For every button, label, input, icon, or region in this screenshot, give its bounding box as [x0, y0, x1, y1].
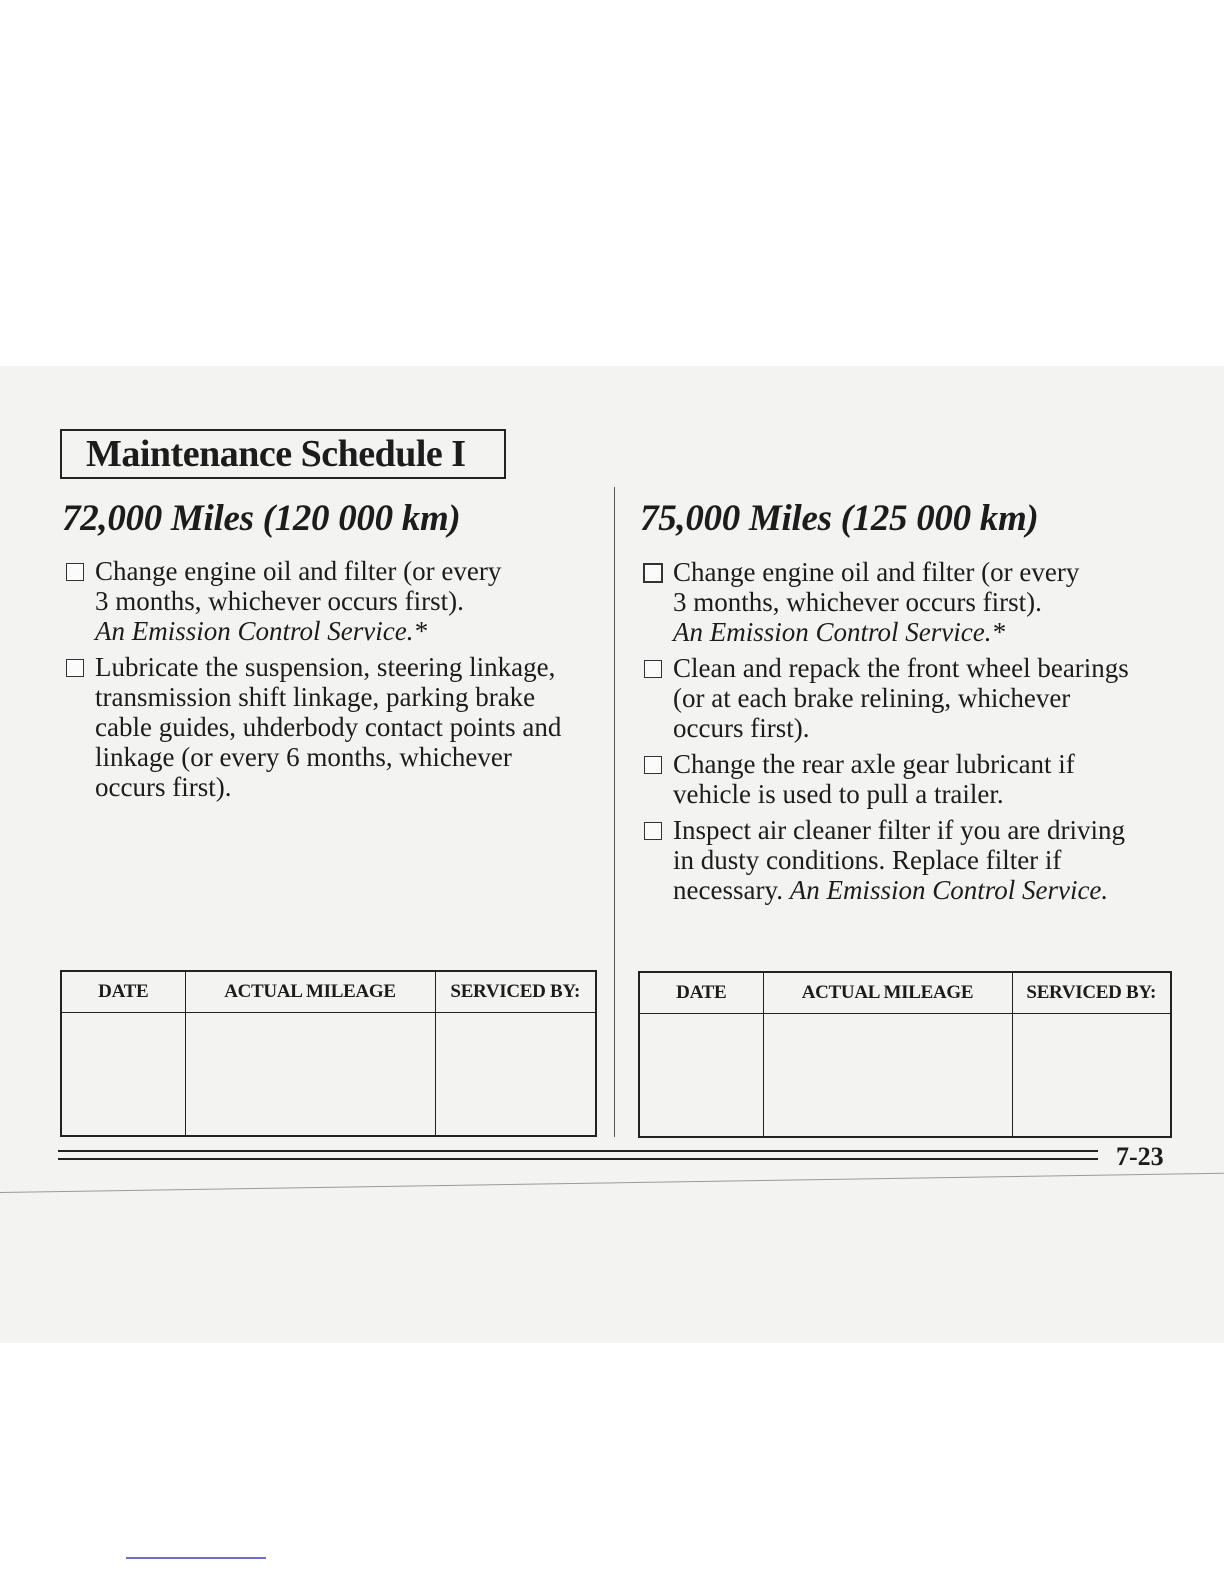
- checklist-item: [60, 556, 600, 646]
- date-header: DATE: [61, 971, 185, 1013]
- service-log-table-right: [638, 971, 1172, 1138]
- item-text: Change the rear axle gear lubricant if: [673, 749, 1075, 779]
- date-header: DATE: [639, 972, 763, 1014]
- left-checklist: [60, 556, 600, 808]
- date-cell[interactable]: [61, 1013, 185, 1137]
- item-text: transmission shift linkage, parking brake: [95, 682, 536, 712]
- item-text: [673, 875, 1178, 905]
- item-text: Change engine oil and filter (or every: [95, 556, 502, 586]
- checkbox[interactable]: [66, 659, 84, 677]
- actual-mileage-cell[interactable]: [763, 1014, 1012, 1138]
- checklist-item: [638, 557, 1178, 647]
- emission-note: An Emission Control Service.*: [95, 616, 427, 646]
- checkbox[interactable]: [644, 822, 662, 840]
- item-text: occurs first).: [673, 713, 810, 743]
- serviced-by-cell[interactable]: [435, 1013, 596, 1137]
- bottom-underline: [126, 1557, 266, 1559]
- column-divider: [614, 487, 615, 1137]
- emission-note: An Emission Control Service.*: [673, 617, 1005, 647]
- item-text: Change engine oil and filter (or every: [673, 557, 1080, 587]
- page-title: Maintenance Schedule I: [60, 429, 506, 479]
- item-text: Clean and repack the front wheel bearings: [673, 653, 1129, 683]
- checkbox[interactable]: [66, 563, 84, 581]
- item-text: (or at each brake relining, whichever: [673, 683, 1071, 713]
- checklist-item: [638, 749, 1178, 809]
- date-cell[interactable]: [639, 1014, 763, 1138]
- item-text: 3 months, whichever occurs first).: [673, 587, 1042, 617]
- actual-mileage-header: ACTUAL MILEAGE: [185, 971, 435, 1013]
- footer-rule: [58, 1158, 1098, 1160]
- checklist-item: [638, 653, 1178, 743]
- serviced-by-header: SERVICED BY:: [435, 971, 596, 1013]
- checklist-item: [60, 652, 600, 802]
- item-text: Lubricate the suspension, steering linkage,: [95, 652, 556, 682]
- item-text: linkage (or every 6 months, whichever: [95, 742, 512, 772]
- checklist-item: [638, 815, 1178, 905]
- serviced-by-cell[interactable]: [1012, 1014, 1171, 1138]
- item-text: vehicle is used to pull a trailer.: [673, 779, 1004, 809]
- item-text: cable guides, uhderbody contact points and: [95, 712, 562, 742]
- item-text: in dusty conditions. Replace filter if: [673, 845, 1062, 875]
- service-log-table-left: [60, 970, 597, 1137]
- right-column-heading: 75,000 Miles (125 000 km): [640, 498, 1039, 539]
- footer-rule: [58, 1150, 1098, 1152]
- checkbox[interactable]: [644, 756, 662, 774]
- right-checklist: [638, 557, 1178, 911]
- page-number: 7-23: [1116, 1142, 1164, 1171]
- item-text: occurs first).: [95, 772, 232, 802]
- emission-note: An Emission Control Service.: [789, 875, 1109, 905]
- item-text-plain: necessary.: [673, 875, 783, 905]
- actual-mileage-cell[interactable]: [185, 1013, 435, 1137]
- serviced-by-header: SERVICED BY:: [1012, 972, 1171, 1014]
- checkbox[interactable]: [644, 660, 662, 678]
- item-text: Inspect air cleaner filter if you are driving: [673, 815, 1126, 845]
- left-column-heading: 72,000 Miles (120 000 km): [62, 498, 461, 539]
- checkbox[interactable]: [643, 563, 663, 583]
- item-text: 3 months, whichever occurs first).: [95, 586, 464, 616]
- actual-mileage-header: ACTUAL MILEAGE: [763, 972, 1012, 1014]
